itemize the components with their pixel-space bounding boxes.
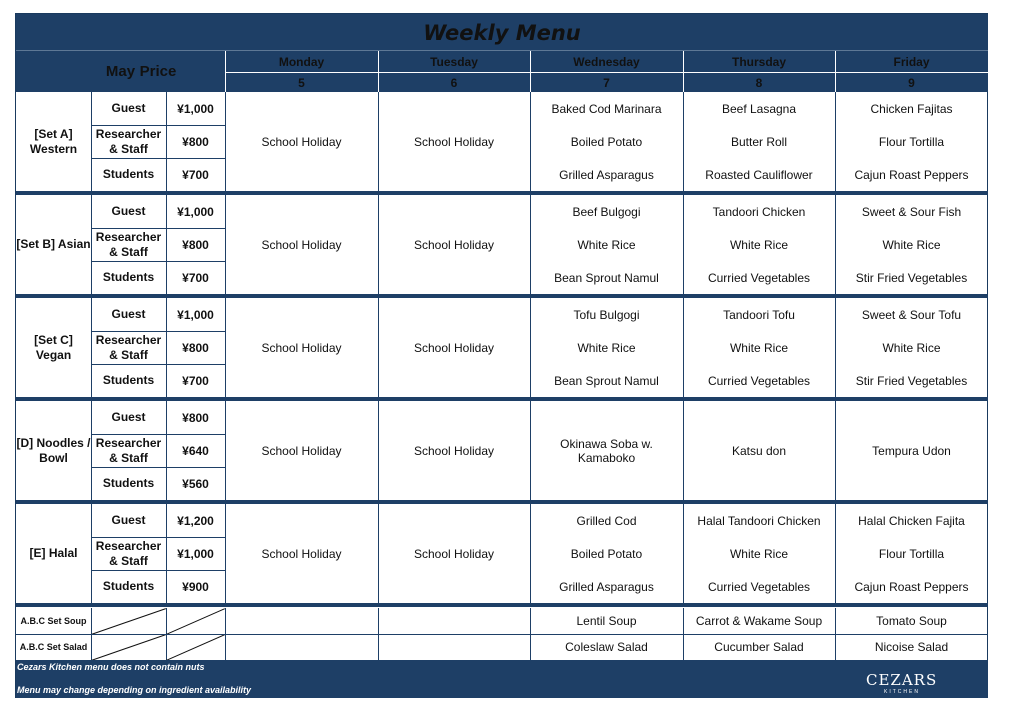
friday-dish: Tempura Udon — [872, 443, 951, 458]
price-value: ¥1,000 — [177, 204, 214, 219]
monday-cell: School Holiday — [261, 134, 342, 149]
friday-dish: Halal Chicken Fajita — [858, 513, 965, 528]
price-tier-label: Students — [102, 167, 155, 181]
day-date: 9 — [908, 75, 915, 90]
grid-line — [91, 608, 92, 634]
price-value: ¥700 — [182, 373, 209, 388]
monday-cell: School Holiday — [261, 340, 342, 355]
grid-line — [530, 504, 531, 603]
extra-name: A.B.C Set Soup — [20, 616, 87, 626]
wednesday-extra: Lentil Soup — [576, 614, 637, 628]
grid-line — [91, 570, 225, 571]
not-applicable-slash — [166, 634, 225, 661]
grid-line — [91, 434, 225, 435]
grid-line — [683, 298, 684, 397]
grid-line — [835, 401, 836, 500]
wednesday-dish: Boiled Potato — [570, 134, 643, 149]
grid-line — [530, 92, 531, 191]
grid-line — [530, 401, 531, 500]
grid-line — [166, 634, 167, 660]
page-title: Weekly Menu — [423, 20, 581, 45]
wednesday-dish: White Rice — [577, 340, 636, 355]
grid-line — [378, 608, 379, 634]
price-tier-label: Students — [102, 373, 155, 387]
friday-dish: Sweet & Sour Tofu — [861, 307, 962, 322]
price-tier-label: Guest — [111, 410, 146, 424]
not-applicable-slash — [166, 608, 225, 635]
thursday-dish: White Rice — [729, 546, 788, 561]
not-applicable-slash — [91, 608, 166, 635]
friday-dish: Flour Tortilla — [878, 134, 945, 149]
thursday-dish: Curried Vegetables — [707, 270, 811, 285]
thursday-dish: Tandoori Chicken — [712, 204, 806, 219]
day-date: 6 — [450, 75, 458, 90]
grid-line — [91, 467, 225, 468]
price-value: ¥1,000 — [177, 307, 214, 322]
header-day-divider — [683, 72, 835, 73]
monday-cell: School Holiday — [261, 237, 342, 252]
grid-line — [378, 401, 379, 500]
thursday-dish: Roasted Cauliflower — [705, 167, 813, 182]
grid-line — [225, 504, 226, 603]
grid-line — [835, 92, 836, 191]
price-tier-label: Researcher & Staff — [95, 435, 162, 465]
grid-line — [683, 401, 684, 500]
weekly-menu-table — [15, 13, 988, 698]
grid-line — [378, 298, 379, 397]
day-name: Friday — [893, 55, 930, 69]
grid-line — [91, 634, 92, 660]
price-value: ¥800 — [182, 410, 209, 425]
thursday-extra: Cucumber Salad — [714, 640, 804, 654]
price-value: ¥800 — [182, 237, 209, 252]
day-date: 7 — [603, 75, 610, 90]
day-name: Wednesday — [573, 55, 640, 69]
price-value: ¥1,000 — [177, 101, 214, 116]
grid-line — [530, 195, 531, 294]
thursday-extra: Carrot & Wakame Soup — [695, 614, 823, 628]
not-applicable-slash — [91, 634, 166, 661]
grid-line — [91, 125, 225, 126]
header-day-divider — [378, 72, 530, 73]
thursday-dish: Katsu don — [731, 443, 787, 458]
friday-dish: Chicken Fajitas — [870, 101, 953, 116]
day-date: 5 — [298, 75, 305, 90]
thursday-dish: White Rice — [729, 340, 788, 355]
day-name: Monday — [278, 55, 325, 69]
price-tier-label: Researcher & Staff — [95, 538, 162, 568]
set-name: [Set A] Western — [29, 126, 78, 156]
price-value: ¥700 — [182, 270, 209, 285]
price-header: Price — [139, 63, 177, 80]
set-name: [E] Halal — [29, 546, 78, 560]
price-value: ¥640 — [182, 443, 209, 458]
footer-note-nuts: Cezars Kitchen menu does not contain nuts — [17, 662, 205, 672]
price-tier-label: Researcher & Staff — [95, 229, 162, 259]
day-date: 8 — [755, 75, 763, 90]
brand-logo-sub: KITCHEN — [884, 689, 920, 695]
tuesday-cell: School Holiday — [413, 237, 495, 252]
thursday-dish: Curried Vegetables — [707, 579, 811, 594]
price-value: ¥800 — [182, 134, 209, 149]
thursday-dish: Butter Roll — [730, 134, 788, 149]
price-tier-label: Researcher & Staff — [95, 126, 162, 156]
price-tier-label: Guest — [111, 204, 146, 218]
price-value: ¥1,000 — [177, 546, 214, 561]
wednesday-dish: White Rice — [577, 237, 636, 252]
friday-dish: Stir Fried Vegetables — [855, 373, 968, 388]
brand-logo: CEZARS — [866, 671, 938, 689]
wednesday-extra: Coleslaw Salad — [565, 640, 648, 654]
grid-line — [683, 92, 684, 191]
wednesday-dish: Grilled Asparagus — [559, 579, 654, 594]
grid-line — [91, 158, 225, 159]
grid-line — [378, 92, 379, 191]
price-tier-label: Students — [102, 270, 155, 284]
grid-line — [225, 401, 226, 500]
grid-line — [225, 608, 226, 634]
wednesday-dish: Bean Sprout Namul — [554, 373, 659, 388]
price-tier-label: Students — [102, 476, 155, 490]
set-name: [D] Noodles / Bowl — [16, 435, 91, 465]
wednesday-dish: Grilled Cod — [576, 513, 637, 528]
price-value: ¥900 — [182, 579, 209, 594]
price-tier-label: Guest — [111, 101, 146, 115]
wednesday-dish: Boiled Potato — [570, 546, 643, 561]
grid-line — [225, 195, 226, 294]
wednesday-dish: Grilled Asparagus — [559, 167, 654, 182]
friday-extra: Tomato Soup — [876, 614, 947, 628]
tuesday-cell: School Holiday — [413, 443, 495, 458]
price-value: ¥800 — [182, 340, 209, 355]
header-day-divider — [225, 72, 378, 73]
set-name: [Set B] Asian — [16, 237, 91, 251]
friday-dish: Sweet & Sour Fish — [861, 204, 962, 219]
grid-line — [225, 634, 226, 660]
grid-line — [835, 195, 836, 294]
set-name: [Set C] Vegan — [34, 332, 73, 362]
thursday-dish: Tandoori Tofu — [723, 307, 795, 322]
wednesday-dish: Bean Sprout Namul — [554, 270, 659, 285]
header-day-divider — [835, 72, 988, 73]
price-tier-label: Researcher & Staff — [95, 332, 162, 362]
grid-line — [91, 261, 225, 262]
thursday-dish: Curried Vegetables — [707, 373, 811, 388]
grid-line — [225, 92, 226, 191]
set-divider — [16, 603, 988, 607]
friday-dish: Flour Tortilla — [878, 546, 945, 561]
friday-dish: Cajun Roast Peppers — [854, 167, 969, 182]
grid-line — [378, 504, 379, 603]
price-value: ¥700 — [182, 167, 209, 182]
grid-line — [16, 634, 988, 635]
grid-line — [683, 195, 684, 294]
wednesday-dish: Baked Cod Marinara — [551, 101, 662, 116]
thursday-dish: White Rice — [729, 237, 788, 252]
friday-dish: White Rice — [882, 340, 941, 355]
month-header: May — [105, 63, 136, 80]
grid-line — [91, 228, 225, 229]
header-day-divider — [530, 72, 683, 73]
day-name: Thursday — [731, 55, 786, 69]
tuesday-cell: School Holiday — [413, 134, 495, 149]
friday-dish: Cajun Roast Peppers — [854, 579, 969, 594]
wednesday-dish: Beef Bulgogi — [572, 204, 641, 219]
tuesday-cell: School Holiday — [413, 546, 495, 561]
grid-line — [835, 504, 836, 603]
grid-line — [91, 331, 225, 332]
grid-line — [530, 298, 531, 397]
wednesday-dish: Okinawa Soba w. Kamaboko — [560, 436, 653, 465]
grid-line — [378, 634, 379, 660]
tuesday-cell: School Holiday — [413, 340, 495, 355]
price-tier-label: Guest — [111, 513, 146, 527]
price-tier-label: Guest — [111, 307, 146, 321]
price-tier-label: Students — [102, 579, 155, 593]
thursday-dish: Beef Lasagna — [721, 101, 797, 116]
price-value: ¥1,200 — [177, 513, 214, 528]
grid-line — [378, 195, 379, 294]
extra-name: A.B.C Set Salad — [19, 642, 88, 652]
price-value: ¥560 — [182, 476, 209, 491]
monday-cell: School Holiday — [261, 546, 342, 561]
grid-line — [166, 608, 167, 634]
friday-dish: White Rice — [882, 237, 941, 252]
grid-line — [835, 298, 836, 397]
monday-cell: School Holiday — [261, 443, 342, 458]
footer-note-availability: Menu may change depending on ingredient availability — [17, 685, 252, 695]
grid-line — [683, 504, 684, 603]
wednesday-dish: Tofu Bulgogi — [573, 307, 640, 322]
grid-line — [91, 537, 225, 538]
day-name: Tuesday — [430, 55, 478, 69]
friday-dish: Stir Fried Vegetables — [855, 270, 968, 285]
friday-extra: Nicoise Salad — [874, 640, 949, 654]
grid-line — [225, 298, 226, 397]
thursday-dish: Halal Tandoori Chicken — [697, 513, 821, 528]
grid-line — [91, 364, 225, 365]
